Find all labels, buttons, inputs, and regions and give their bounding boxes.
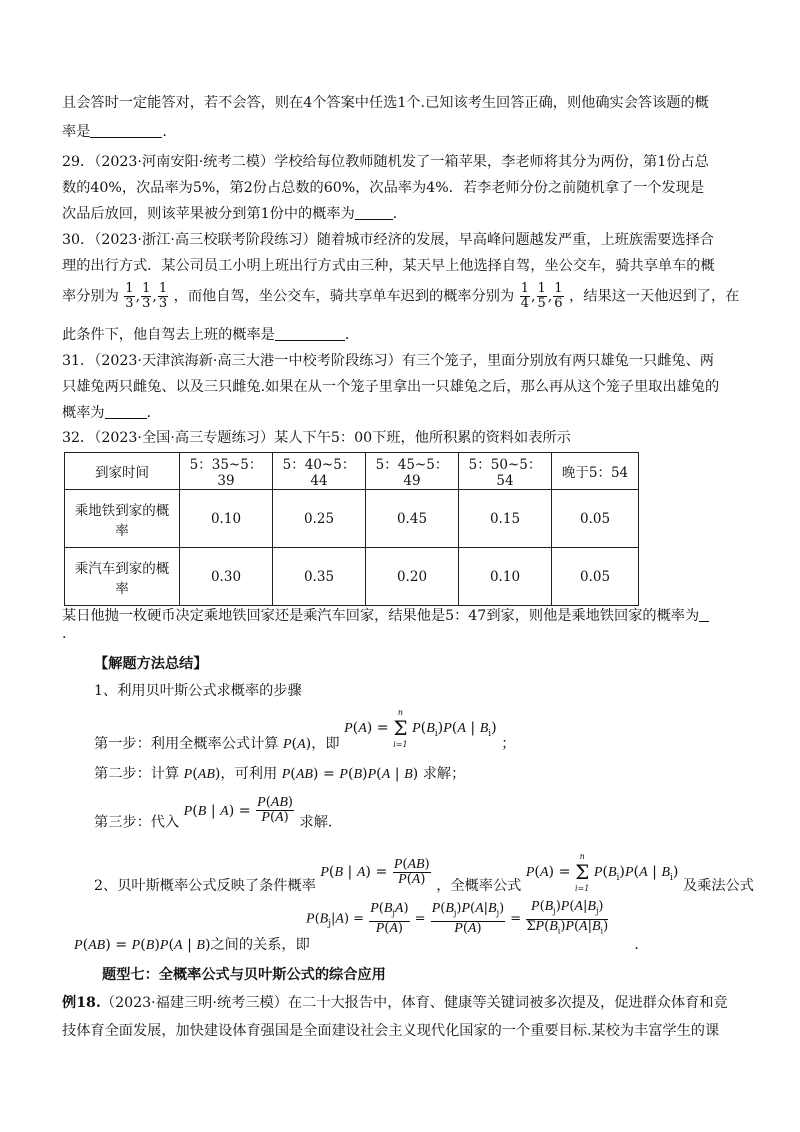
- fraction: $\frac{1}{3}$: [158, 281, 168, 311]
- problem-31-line-3: 概率为 .: [62, 405, 152, 421]
- sum-symbol: n Σ i=1: [393, 708, 408, 749]
- problem-30-line-2: 理的出行方式．某公司员工小明上班出行方式由三种，某天早上他选择自驾，坐公交车，骑共享单车的概: [62, 258, 715, 274]
- table-header: 5：40~5：44: [273, 453, 366, 490]
- problem-30-line-3: 率分别为 $\frac{1}{3}$ , $\frac{1}{3}$ , $\frac{1}{3}$ ，而他自驾，坐公交车，骑共享单车迟到的概率分别为 $\frac{1}{4}$ , $\frac{1}{5}$ , $\frac{1}{6}$ ，结果这一天他迟到了，在: [62, 281, 740, 311]
- problem-32-dot: .: [62, 626, 67, 642]
- summary-relation: P(AB) = P(B)P(A | B)之间的关系，即 .: [74, 937, 639, 953]
- arrival-probability-table: [64, 452, 639, 606]
- problem-28-end: 率是 .: [62, 124, 167, 140]
- problem-32-question: 某日他抛一枚硬币决定乘地铁回家还是乘汽车回家，结果他是5：47到家，则他是乘地铁回家的概率为: [62, 607, 709, 625]
- answer-blank[interactable]: [699, 607, 709, 622]
- problem-31-line-2: 只雄兔两只雌兔、以及三只雌兔.如果在从一个笼子里拿出一只雄兔之后，那么再从这个笼子里取出雄兔的: [62, 379, 720, 395]
- table-row: [65, 548, 639, 606]
- problem-30-line-4: 此条件下，他自驾去上班的概率是 .: [62, 327, 350, 343]
- answer-blank[interactable]: [90, 123, 162, 138]
- table-header: 5：35~5：39: [180, 453, 273, 490]
- row-label: 乘地铁到家的概 率: [65, 490, 180, 548]
- fraction: $\frac{1}{5}$: [537, 281, 546, 311]
- answer-blank[interactable]: [275, 326, 345, 341]
- table-cell: 0.05: [552, 548, 639, 606]
- problem-28-line: 且会答时一定能答对，若不会答，则在4个答案中任选1个.已知该考生回答正确，则他确实会答该题的概: [62, 95, 709, 111]
- table-header: 到家时间: [65, 453, 180, 490]
- problem-29-line-1: 29．（2023·河南安阳·统考二模）学校给每位教师随机发了一箱苹果，李老师将其分为两份，第1份占总: [62, 154, 709, 170]
- table-cell: 0.25: [273, 490, 366, 548]
- step-3: 第三步：代入 P(B | A) = $\frac{P(AB)}{P(A)}$ 求解.: [94, 795, 333, 831]
- problem-31-line-1: 31．（2023·天津滨海新·高三大港一中校考阶段练习）有三个笼子，里面分别放有两只雄兔一只雌兔、两: [62, 353, 714, 369]
- table-header: 5：50~5：54: [459, 453, 552, 490]
- problem-30-line-1: 30．（2023·浙江·高三校联考阶段练习）随着城市经济的发展，早高峰问题越发严重，上班族需要选择合: [62, 232, 714, 248]
- fraction: $\frac{1}{4}$: [520, 281, 529, 311]
- problem-29-line-3: 次品后放回，则该苹果被分到第1份中的概率为 .: [62, 206, 398, 222]
- example-18-line-2: 技体育全面发展，加快建设体育强国是全面建设社会主义现代化国家的一个重要目标.某校为丰富学生的课: [62, 1023, 720, 1039]
- table-header: 5：45~5：49: [366, 453, 459, 490]
- summary-point-2: 2、贝叶斯概率公式反映了条件概率 P(B | A) = $\frac{P(AB)}{P(A)}$ ，全概率公式 P(A) = n Σ i=1 $P(B_i)P(A$ | $B_i$) 及乘法公式: [94, 852, 754, 894]
- table-cell: 0.05: [552, 490, 639, 548]
- table-cell: 0.10: [180, 490, 273, 548]
- bayes-formula: $P(B_j|A)$ = $\frac{P(B_jA)}{P(A)}$ = $\frac{P(B_j)P(A|B_j)}{P(A)}$ = $\frac{P(B_j)P(A|B_j)}{\Sigma P(B_i)P(A|B_i)}$: [306, 899, 609, 936]
- problem-32-line-1: 32．（2023·全国·高三专题练习）某人下午5：00下班，他所积累的资料如表所示: [62, 430, 571, 446]
- fraction: $\frac{1}{3}$: [125, 281, 134, 311]
- table-cell: 0.15: [459, 490, 552, 548]
- table-cell: 0.10: [459, 548, 552, 606]
- table-row: [65, 490, 639, 548]
- step-2: 第二步：计算 P(AB)，可利用 P(AB) = P(B)P(A | B) 求解；: [94, 766, 466, 782]
- section-heading: 题型七：全概率公式与贝叶斯公式的综合应用: [102, 967, 386, 983]
- summary-point-1: 1、利用贝叶斯公式求概率的步骤: [94, 683, 302, 699]
- example-18-line-1: 例18.（2023·福建三明·统考三模）在二十大报告中，体育、健康等关键词被多次提及，促进群众体育和竞: [62, 995, 728, 1011]
- step-1: 第一步：利用全概率公式计算 P(A)，即 P(A) = n Σ i=1 $P(B_i)P(A$ | $B_i$) ；: [94, 708, 516, 752]
- problem-29-line-2: 数的40%，次品率为5%，第2份占总数的60%，次品率为4%．若李老师分份之前随机拿了一个发现是: [62, 180, 705, 196]
- table-cell: 0.35: [273, 548, 366, 606]
- fraction: $\frac{1}{3}$: [142, 281, 151, 311]
- fraction: $\frac{1}{6}$: [554, 281, 563, 311]
- table-header: 晚于5：54: [552, 453, 639, 490]
- summary-title: 【解题方法总结】: [94, 656, 208, 672]
- table-cell: 0.45: [366, 490, 459, 548]
- table-cell: 0.30: [180, 548, 273, 606]
- answer-blank[interactable]: [105, 404, 147, 419]
- row-label: 乘汽车到家的概 率: [65, 548, 180, 606]
- table-cell: 0.20: [366, 548, 459, 606]
- answer-blank[interactable]: [355, 205, 393, 220]
- table-header-row: [65, 453, 639, 490]
